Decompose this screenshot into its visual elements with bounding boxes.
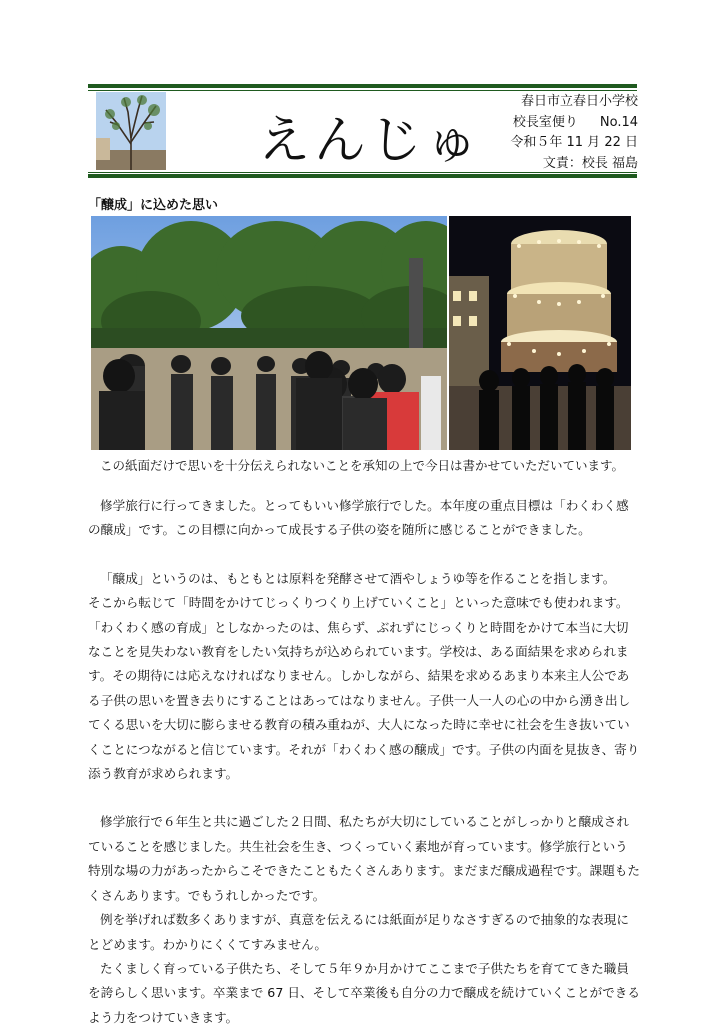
paragraph-4: 修学旅行で６年生と共に過ごした２日間、私たちが大切にしていることがしっかりと醸成されていることを感じました。共生社会を生き、つくっていく素地が育っています。修学旅行という特別な場の力があったからこそできたこともたくさんあります。まだまだ醸成過程です。課題もたくさんあります。でもうれしかったです。 [88,814,640,903]
photo-caption: この紙面だけで思いを十分伝えられないことを承知の上で今日は書かせていただいています。 [100,458,625,473]
header-rule-bottom-thin [88,172,637,173]
header-rule-top [88,84,637,88]
paragraph-2: 「醸成」というのは、もともとは原料を発酵させて酒やしょうゆ等を作ることを指します。 [100,570,616,586]
paragraph-6: たくましく育っている子供たち、そして５年９か月かけてここまで子供たちを育ててきた職員を誇らしく思います。卒業まで 67 日、そして卒業後も自分の力で醸成を続けていくことができるよう力をつけていきます。 [88,960,640,1025]
header-info [510,92,638,174]
carousel-night-photo [449,216,631,450]
paragraph-1: 修学旅行に行ってきました。とってもいい修学旅行でした。本年度の重点目標は「わくわく感の醸成」です。この目標に向かって成長する子供の姿を随所に感じることができました。 [88,498,629,538]
author: 文責：校長 福島 [542,155,638,171]
school-name: 春日市立春日小学校 [520,94,638,109]
tree-photo [96,92,166,170]
issue-date: 令和５年 11 月 22 日 [510,135,638,150]
issue-number: No.14 [599,114,638,130]
article-title: 「醸成」に込めた思い [88,198,219,213]
article-body [88,494,640,1030]
newsletter-line [510,113,638,134]
school-trip-group-photo [91,216,447,450]
paragraph-3: そこから転じて「時間をかけてじっくりつくり上げていくこと」といった意味でも使われます。「わくわく感の育成」としなかったのは、焦らず、ぶれずにじっくりと時間をかけて本当に大切なことを見失わない教育をしたい気持ちが込められています。学校は、ある面結果を求められます。その期待には応えなければなりません。しかしながら、結果を求めるあまり本来主人公である子供の思いを置き去りにすることはあってはなりません。子供一人一人の心の中から湧き出してくる思いを大切に膨らませる教育の積み重ねが、大人になった時に幸せに社会を生き抜いていくことにつながると信じています。それが「わくわく感の醸成」です。子供の内面を見抜き、寄り添う教育が求められます。 [88,595,640,782]
header-rule-top-thin [88,90,637,91]
paragraph-5: 例を挙げれば数多くありますが、真意を伝えるには紙面が足りなさすぎるので抽象的な表現にとどめます。わかりにくくてすみません。 [88,912,629,952]
masthead-title: えんじゅ [258,111,483,171]
header-rule-bottom [88,174,637,178]
newsletter-name: 校長室便り [512,114,578,130]
